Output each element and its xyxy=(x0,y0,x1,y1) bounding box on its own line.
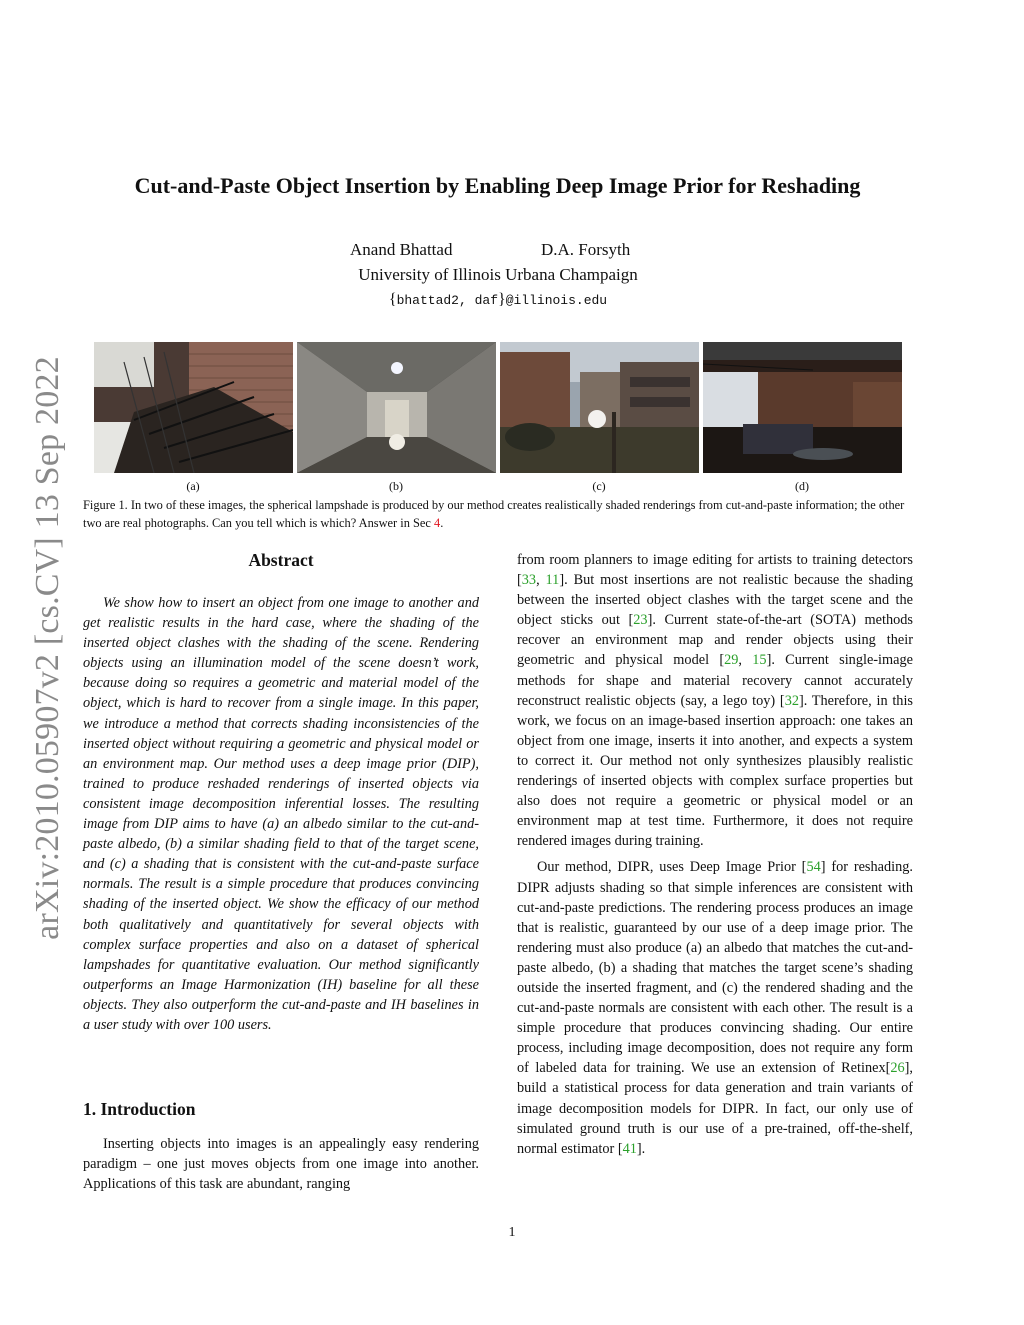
staircase-photo xyxy=(94,342,293,473)
intro-paragraph-3: Our method, DIPR, uses Deep Image Prior [54] for reshading. DIPR adjusts shading so that simple inferences are consistent with cut-and-paste predictions. The rendering process produces an image that is realistic, guaranteed by our use of a deep image prior. The rendering must also produce (a) an albedo that matches the cut-and-paste albedo, (b) a shading that matches the target scene’s shading outside the inserted fragment, and (c) the rendered shading and the cut-and-paste normals are consistent with each other. The result is a simple procedure that produces convincing shading. Our entire process, including image decomposition, does not require any form of labeled data for training. We use an extension of Retinex[26], build a statistical process for data generation and train variants of image decomposition models for DIPR. In fact, our only use of simulated ground truth is our use of a pre-trained, off-the-shelf, normal estimator [41]. xyxy=(517,859,913,1157)
citation-link[interactable]: 32 xyxy=(784,692,799,709)
abstract-heading: Abstract xyxy=(248,550,314,570)
author-2: D.A. Forsyth xyxy=(541,240,631,259)
hallway-photo xyxy=(297,342,496,473)
citation-link[interactable]: 23 xyxy=(633,612,648,629)
page-number: 1 xyxy=(508,1225,516,1240)
citation-link[interactable]: 29 xyxy=(724,652,739,669)
panel-label-d: (d) xyxy=(795,479,809,493)
right-column xyxy=(517,550,913,1159)
author-emails[interactable]: {bhattad2, daf}@illinois.edu xyxy=(388,291,608,308)
panel-label-a: (a) xyxy=(186,479,200,493)
paper-title: Cut-and-Paste Object Insertion by Enabling Deep Image Prior for Reshading xyxy=(134,173,861,198)
living-room-photo xyxy=(703,342,902,473)
figure-caption: Figure 1. In two of these images, the spherical lampshade is produced by our method creates realistically shaded renderings from cut-and-paste information; the other two are real photographs. Can you tell which is which? Answer in Sec 4. xyxy=(83,498,905,530)
panel-label-c: (c) xyxy=(592,479,606,493)
intro-paragraph-1: Inserting objects into images is an appealingly easy rendering paradigm – one just moves objects from one image into another. Applications of this task are abundant, ranging xyxy=(83,1136,479,1193)
backyard-photo xyxy=(500,342,699,473)
citation-link[interactable]: 41 xyxy=(622,1140,637,1157)
arxiv-stamp: arXiv:2010.05907v2 [cs.CV] 13 Sep 2022 xyxy=(29,356,66,940)
citation-link[interactable]: 11 xyxy=(545,572,560,589)
author-1: Anand Bhattad xyxy=(350,240,453,259)
intro-paragraph-2: from room planners to image editing for artists to training detectors [33, 11]. But most insertions are not realistic because the shading between the inserted object clashes with the target scene and the object sticks out [23]. Current state-of-the-art (SOTA) methods recover an environment map and render objects using their geometric and physical model [29, 15]. Current single-image methods for shape and material recovery cannot accurately reconstruct realistic objects (say, a lego toy) [32]. Therefore, in this work, we focus on an image-based insertion approach: one takes an object from one image, inserts it into another, and expects a system to correct it. Our method not only synthesizes plausibly realistic renderings of inserted objects with complex surface properties but also does not require a geometric or physical model or an environment map at test time. Furthermore, it does not require rendered images during training. xyxy=(517,552,913,850)
citation-link[interactable]: 26 xyxy=(890,1060,905,1077)
panel-label-b: (b) xyxy=(389,479,403,493)
intro-heading: 1. Introduction xyxy=(83,1099,196,1119)
affiliation: University of Illinois Urbana Champaign xyxy=(358,265,638,284)
abstract-text: We show how to insert an object from one image to another and get realistic results in the hard case, where the shading of the inserted object clashes with the shading of the scene. Rendering objects using an illumination model of the scene doesn’t work, because doing so requires a geometric and material model of the object, which is hard to recover from a single image. In this paper, we introduce a method that corrects shading inconsistencies of the inserted object without requiring a geometric and physical model or an environment map. Our method uses a deep image prior (DIP), trained to produce reshaded renderings of inserted objects via consistent image decomposition inferential losses. The resulting image from DIP aims to have (a) an albedo similar to the cut-and-paste albedo, (b) a similar shading field to that of the target scene, and (c) a shading that is consistent with the cut-and-paste surface normals. The result is a simple procedure that produces convincing shading of the inserted object. We show the efficacy of our method both qualitatively and quantitatively for several objects with complex surface properties and also on a dataset of spherical lampshades for quantitative evaluation. Our method significantly outperforms an Image Harmonization (IH) baseline for all these objects. They also outperform the cut-and-paste and IH baselines in a user study with over 100 users. xyxy=(83,595,479,1033)
citation-link[interactable]: 54 xyxy=(806,859,821,876)
citation-link[interactable]: 15 xyxy=(752,652,767,669)
citation-link[interactable]: 33 xyxy=(521,572,537,589)
section-ref-link[interactable]: 4 xyxy=(434,516,441,530)
